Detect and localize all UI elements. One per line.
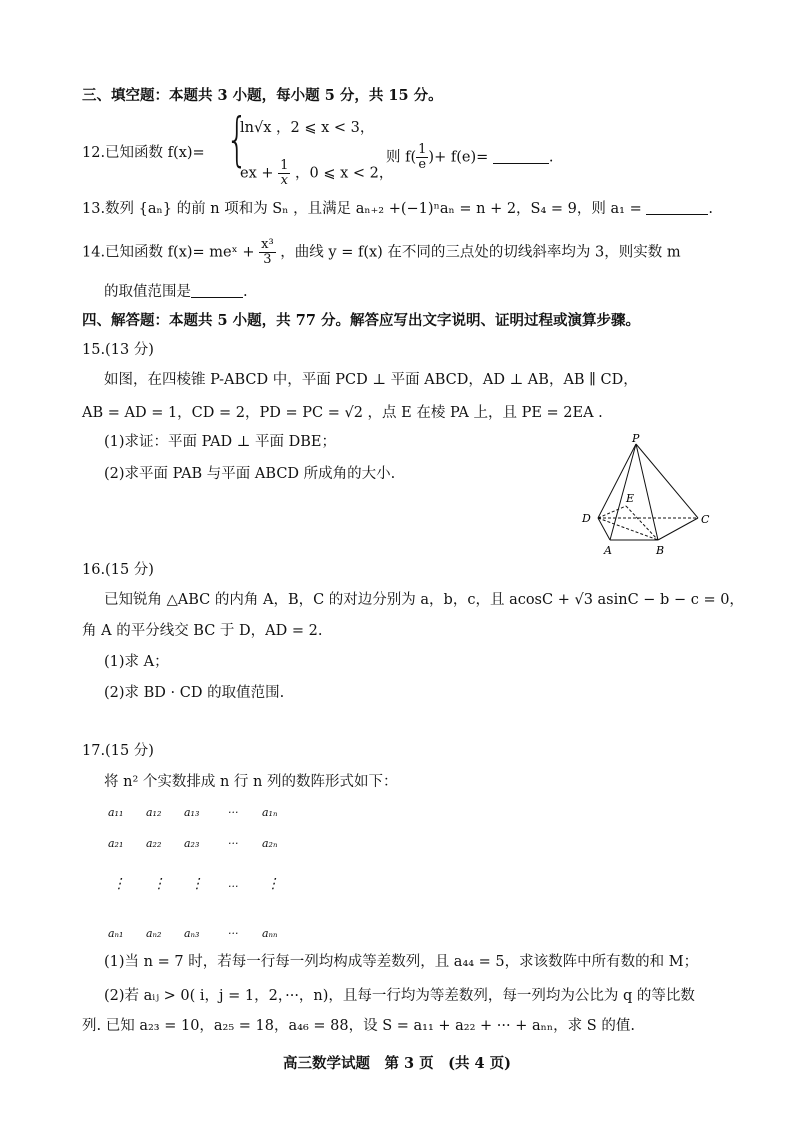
fig-label-p: P (632, 434, 640, 445)
matrix-cell: a₁ₙ (262, 806, 278, 819)
matrix-cell: ··· (228, 806, 239, 819)
q16-line2: 角 A 的平分线交 BC 于 D，AD = 2. (82, 623, 323, 639)
q14-line2-text: 的取值范围是 (104, 284, 191, 300)
matrix-cell: ··· (228, 837, 239, 850)
q15-part1: (1)求证：平面 PAD ⊥ 平面 DBE； (104, 434, 336, 450)
q12-then-frac-num: 1 (418, 142, 427, 157)
fig-label-d: D (582, 512, 591, 525)
q14-suffix: ，曲线 y = f(x) 在不同的三点处的切线斜率均为 3，则实数 m (280, 244, 681, 261)
q14-prefix: 14.已知函数 f(x)= meˣ + (82, 244, 255, 261)
matrix-cell: a₁₂ (146, 806, 162, 819)
q13-text: 13.数列 {aₙ} 的前 n 项和为 Sₙ ，且满足 aₙ₊₂ +(−1)ⁿaₙ = n + 2，S₄ = 9，则 a₁ = (82, 201, 642, 217)
q12-case2-frac-den: x (280, 173, 288, 188)
matrix-cell: a₁₃ (184, 806, 200, 819)
q12-case2-fraction (278, 159, 290, 188)
q12-then-frac-den: e (418, 157, 427, 172)
fig-label-a: A (604, 544, 612, 557)
q12-case2-a: ex + (240, 165, 274, 182)
q12-case1: ln√x ，2 ⩽ x < 3， (240, 120, 375, 136)
q12-then (386, 143, 553, 172)
q12-end: . (548, 149, 554, 166)
matrix-cell: aₙ₃ (184, 927, 200, 940)
matrix-cell: ⋮ (152, 876, 166, 892)
matrix-cell: a₂₃ (184, 837, 200, 850)
q15-line1: 如图，在四棱锥 P-ABCD 中，平面 PCD ⊥ 平面 ABCD，AD ⊥ AB，AB ∥ CD， (104, 372, 638, 388)
q14-frac-num: x³ (261, 237, 274, 252)
fig-label-e: E (626, 492, 635, 505)
fig-label-c: C (701, 513, 710, 526)
q13-end: . (708, 201, 713, 217)
q15-line2: AB = AD = 1，CD = 2，PD = PC = √2 ，点 E 在棱 PA 上，且 PE = 2EA . (82, 405, 603, 421)
fig-label-b: B (656, 544, 665, 557)
q12-case2-b: ，0 ⩽ x < 2， (295, 165, 394, 182)
pyramid-figure (578, 434, 718, 564)
q13-answer-blank[interactable] (646, 200, 708, 215)
q12-prefix: 12.已知函数 f(x)= (82, 145, 205, 161)
q17-title: 17.(15 分) (82, 743, 154, 759)
matrix-cell: a₂₂ (146, 837, 162, 850)
matrix-cell: ⋮ (266, 876, 280, 892)
matrix-cell: a₂ₙ (262, 837, 278, 850)
matrix-cell: aₙ₂ (146, 927, 162, 940)
q12-then-b: )+ f(e)= (428, 149, 489, 166)
q12-answer-blank[interactable] (493, 149, 549, 164)
matrix-cell: aₙₙ (262, 927, 278, 940)
q15-title: 15.(13 分) (82, 342, 154, 358)
q14-line2 (104, 282, 248, 302)
q14-fraction (259, 238, 276, 267)
q14-frac-den: 3 (263, 252, 272, 267)
matrix-cell: ⋮ (112, 876, 126, 892)
q16-line1: 已知锐角 △ABC 的内角 A，B，C 的对边分别为 a，b，c，且 acosC + √3 asinC − b − c = 0， (104, 592, 744, 608)
matrix-cell: a₁₁ (108, 806, 124, 819)
q14-line1 (82, 238, 681, 267)
q14-answer-blank[interactable] (191, 283, 243, 298)
matrix-cell: ··· (228, 927, 239, 940)
section-4-heading: 四、解答题：本题共 5 小题，共 77 分。解答应写出文字说明、证明过程或演算步骤。 (82, 312, 640, 329)
q14-end: . (243, 284, 248, 300)
q15-part2: (2)求平面 PAB 与平面 ABCD 所成角的大小. (104, 466, 396, 482)
section-3-heading: 三、填空题：本题共 3 小题，每小题 5 分，共 15 分。 (82, 87, 443, 104)
q17-intro: 将 n² 个实数排成 n 行 n 列的数阵形式如下： (104, 774, 398, 790)
q12-brace: { (226, 105, 249, 173)
q16-title: 16.(15 分) (82, 562, 154, 578)
q17-part2-line1: (2)若 aᵢⱼ > 0( i，j = 1，2，···，n)，且每一行均为等差数列，每一列均为公比为 q 的等比数 (104, 988, 695, 1004)
q16-part1: (1)求 A； (104, 654, 169, 670)
q12-case2 (240, 159, 393, 188)
q12-then-fraction (416, 143, 428, 172)
matrix-cell: a₂₁ (108, 837, 124, 850)
matrix-cell: ⋮ (190, 876, 204, 892)
q17-part2-line2: 列. 已知 a₂₃ = 10，a₂₅ = 18，a₄₆ = 88，设 S = a₁₁ + a₂₂ + ··· + aₙₙ，求 S 的值. (82, 1018, 635, 1034)
question-13 (82, 199, 713, 219)
matrix-cell: ··· (228, 880, 239, 893)
q16-part2: (2)求 BD · CD 的取值范围. (104, 685, 285, 701)
page-footer: 高三数学试题 第 3 页 (共 4 页) (282, 1055, 512, 1072)
q17-part1: (1)当 n = 7 时，若每一行每一列均构成等差数列，且 a₄₄ = 5，求该数阵中所有数的和 M； (104, 954, 699, 970)
q12-then-a: 则 f( (386, 149, 417, 166)
q12-case2-frac-num: 1 (280, 158, 289, 173)
matrix-cell: aₙ₁ (108, 927, 124, 940)
